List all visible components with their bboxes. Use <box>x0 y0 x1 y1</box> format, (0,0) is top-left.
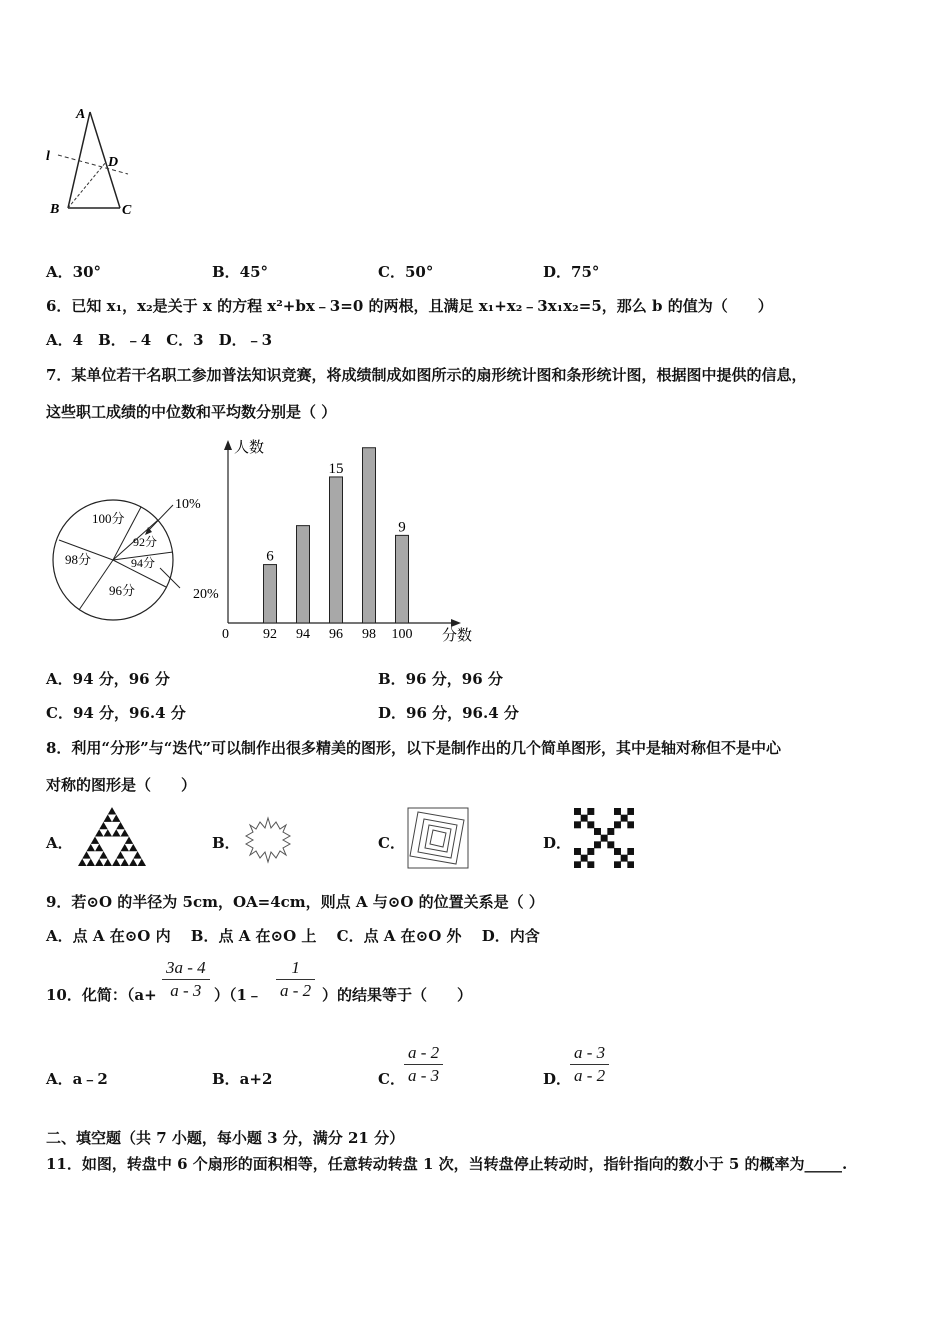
q10-option-c-fraction <box>404 1043 443 1086</box>
q8-label-a: A． <box>46 834 73 852</box>
pie-label-98: 98分 <box>65 552 92 567</box>
q5-option-c: C．50° <box>378 263 434 281</box>
label-C: C <box>122 203 132 218</box>
q9-stem: 9．若⊙O 的半径为 5cm，OA=4cm，则点 A 与⊙O 的位置关系是（ ） <box>46 893 544 911</box>
label-l: l <box>46 149 50 164</box>
q10-option-d-label: D． <box>543 1070 572 1088</box>
pie-pct-10: 10% <box>175 497 201 512</box>
q6-options: A．4 B．﹣4 C．3 D．﹣3 <box>46 331 273 349</box>
q10-option-d-fraction <box>570 1043 609 1086</box>
q7-option-d: D．96 分，96.4 分 <box>378 704 519 722</box>
label-D: D <box>108 155 119 170</box>
checkered-fractal-figure <box>574 808 634 868</box>
q10-fraction-2 <box>276 958 315 1001</box>
section-2-heading: 二、填空题（共 7 小题，每小题 3 分，满分 21 分） <box>46 1129 405 1147</box>
pie-label-96: 96分 <box>109 583 136 598</box>
data-label-92: 6 <box>266 548 274 565</box>
q10-fraction-1 <box>162 958 210 1001</box>
q10-option-c-numerator: a - 2 <box>408 1043 440 1062</box>
data-label-96: 15 <box>328 460 344 477</box>
q8-label-b: B． <box>212 834 240 852</box>
bar-chart <box>210 430 490 650</box>
q7-option-c: C．94 分，96.4 分 <box>46 704 186 722</box>
x-tick-92: 92 <box>263 627 277 642</box>
q10-option-c-denominator: a - 3 <box>408 1066 440 1085</box>
q10-option-c-label: C． <box>378 1070 405 1088</box>
q6-stem: 6．已知 x₁，x₂是关于 x 的方程 x²+bx﹣3=0 的两根，且满足 x₁+x₂﹣3x₁x₂=5，那么 b 的值为（ ） <box>46 297 773 315</box>
data-label-100: 9 <box>398 519 406 536</box>
pie-pct-20: 20% <box>193 587 219 602</box>
pie-label-100: 100分 <box>92 511 125 526</box>
q10-frac1-numerator: 3a - 4 <box>166 958 206 977</box>
q10-option-d-numerator: a - 3 <box>574 1043 606 1062</box>
triangle-figure <box>40 100 150 225</box>
x-axis-label: 分数 <box>442 628 473 644</box>
bar-98 <box>363 448 376 623</box>
bar-100 <box>396 535 409 623</box>
q10-suffix: ）的结果等于（ ） <box>322 986 473 1004</box>
q7-option-a: A．94 分，96 分 <box>46 670 170 688</box>
q10-prefix: 10．化简：（a+ <box>46 986 157 1004</box>
origin-label: 0 <box>222 627 229 642</box>
x-tick-98: 98 <box>362 627 376 642</box>
bar-96 <box>330 477 343 623</box>
q10-frac2-denominator: a - 2 <box>280 981 312 1000</box>
q10-frac1-denominator: a - 3 <box>170 981 202 1000</box>
pie-label-94: 94分 <box>131 556 156 570</box>
q9-options: A．点 A 在⊙O 内 B．点 A 在⊙O 上 C．点 A 在⊙O 外 D．内含 <box>46 927 540 945</box>
x-tick-96: 96 <box>329 627 343 642</box>
q5-option-a: A．30° <box>46 263 102 281</box>
q10-option-b: B．a+2 <box>212 1070 273 1088</box>
label-B: B <box>50 202 60 217</box>
q8-stem-line2: 对称的图形是（ ） <box>46 776 197 794</box>
q10-frac2-numerator: 1 <box>291 958 300 977</box>
bar-92 <box>264 565 277 623</box>
q10-option-d-denominator: a - 2 <box>574 1066 606 1085</box>
q10-option-a: A．a﹣2 <box>46 1070 108 1088</box>
q11-stem: 11．如图，转盘中 6 个扇形的面积相等，任意转动转盘 1 次，当转盘停止转动时，指针指向的数小于 5 的概率为_____. <box>46 1155 848 1173</box>
bar-94 <box>297 526 310 623</box>
sierpinski-triangle-figure <box>76 806 148 868</box>
y-axis-label: 人数 <box>234 440 265 456</box>
x-tick-100: 100 <box>391 627 413 642</box>
q10-middle: ）（1﹣ <box>214 986 262 1004</box>
x-tick-94: 94 <box>296 627 310 642</box>
q8-stem-line1: 8．利用“分形”与“迭代”可以制作出很多精美的图形，以下是制作出的几个简单图形，其中是轴对称但不是中心 <box>46 739 781 757</box>
koch-antisnowflake-figure <box>238 810 298 870</box>
q5-option-d: D．75° <box>543 263 600 281</box>
q8-label-d: D． <box>543 834 572 852</box>
q7-stem-line2: 这些职工成绩的中位数和平均数分别是（ ） <box>46 403 337 421</box>
rotated-squares-figure <box>406 806 470 870</box>
q7-stem-line1: 7．某单位若干名职工参加普法知识竞赛，将成绩制成如图所示的扇形统计图和条形统计图，根据图中提供的信息， <box>46 366 807 384</box>
q5-option-b: B．45° <box>212 263 269 281</box>
q7-option-b: B．96 分，96 分 <box>378 670 503 688</box>
label-A: A <box>76 107 86 122</box>
pie-label-92: 92分 <box>133 535 158 549</box>
pie-chart <box>45 480 235 625</box>
q8-label-c: C． <box>378 834 405 852</box>
